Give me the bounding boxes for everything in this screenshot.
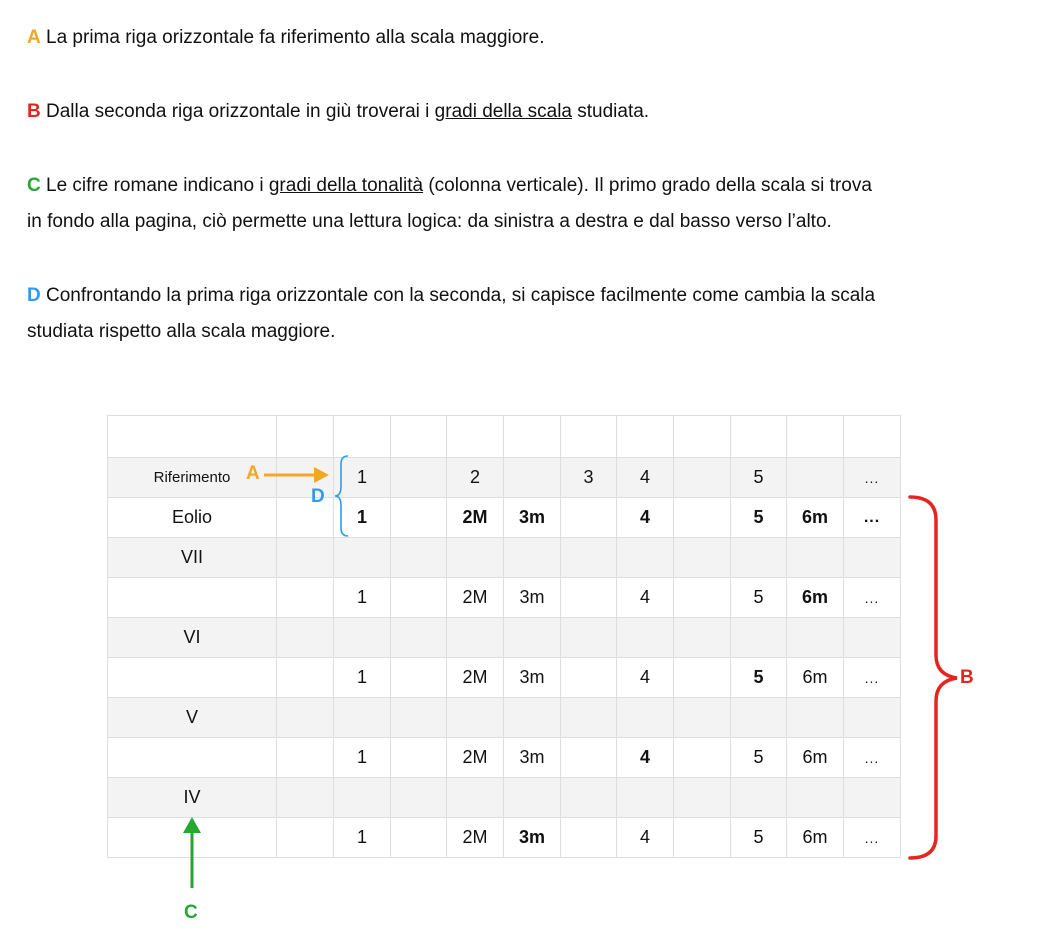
table-cell: 5 xyxy=(731,738,787,778)
table-cell: 5 xyxy=(731,658,787,698)
table-cell: 1 xyxy=(334,818,391,858)
table-row xyxy=(108,698,901,738)
table-row xyxy=(108,416,901,458)
table-row xyxy=(108,818,901,858)
table-cell: 4 xyxy=(617,738,674,778)
table-cell xyxy=(674,416,731,458)
row-label-cell xyxy=(108,658,277,698)
table-cell xyxy=(277,578,334,618)
table-cell: 5 xyxy=(731,578,787,618)
paragraph-d-line1: Confrontando la prima riga orizzontale con la seconda, si capisce facilmente come cambia la scala xyxy=(46,285,876,306)
table-row xyxy=(108,538,901,578)
marker-a: A xyxy=(246,463,260,484)
table-cell xyxy=(617,778,674,818)
table-cell xyxy=(391,416,447,458)
table-cell: 3 xyxy=(561,458,617,498)
paragraph-d-line2: studiata rispetto alla scala maggiore. xyxy=(27,321,336,342)
table-cell xyxy=(787,698,844,738)
table-cell xyxy=(674,698,731,738)
table-cell: 4 xyxy=(617,818,674,858)
table-cell xyxy=(277,698,334,738)
table-cell xyxy=(504,538,561,578)
table-cell xyxy=(787,458,844,498)
table-cell: 3m xyxy=(504,738,561,778)
table-cell xyxy=(561,658,617,698)
table-cell xyxy=(674,498,731,538)
table-cell: 3m xyxy=(504,658,561,698)
marker-c: C xyxy=(184,902,198,923)
paragraph-a xyxy=(27,20,1027,56)
table-cell: 2M xyxy=(447,818,504,858)
table-cell xyxy=(561,618,617,658)
table-cell xyxy=(617,618,674,658)
brace-b-icon xyxy=(910,497,957,858)
table-cell: 4 xyxy=(617,578,674,618)
row-label-cell: Riferimento xyxy=(108,458,277,498)
table-cell xyxy=(447,698,504,738)
table-cell: ... xyxy=(844,738,901,778)
table-cell xyxy=(844,416,901,458)
table-cell xyxy=(391,618,447,658)
table-cell: ... xyxy=(844,498,901,538)
table-cell xyxy=(731,416,787,458)
table-row xyxy=(108,498,901,538)
table-cell xyxy=(334,778,391,818)
table-cell xyxy=(787,618,844,658)
table-cell xyxy=(787,778,844,818)
table-cell xyxy=(844,778,901,818)
table-cell xyxy=(674,658,731,698)
table-cell: 6m xyxy=(787,658,844,698)
table-cell xyxy=(277,658,334,698)
gradi-della-tonalita-link: gradi della tonalità xyxy=(268,175,424,196)
paragraph-b-text-before: Dalla seconda riga orizzontale in giù troverai i xyxy=(46,101,435,122)
table-cell xyxy=(504,458,561,498)
table-row xyxy=(108,458,901,498)
table-cell xyxy=(391,578,447,618)
table-cell: 3m xyxy=(504,578,561,618)
table-cell xyxy=(674,738,731,778)
table-cell xyxy=(447,618,504,658)
paragraph-c-line2: in fondo alla pagina, ciò permette una lettura logica: da sinistra a destra e dal basso verso l’alto. xyxy=(27,211,832,232)
table-cell: 1 xyxy=(334,578,391,618)
table-cell xyxy=(561,538,617,578)
table-cell xyxy=(391,698,447,738)
table-cell: 1 xyxy=(334,458,391,498)
scale-table xyxy=(107,415,901,858)
table-cell: 1 xyxy=(334,738,391,778)
marker-c-label: C xyxy=(27,175,41,196)
table-cell: 4 xyxy=(617,658,674,698)
table-cell xyxy=(561,498,617,538)
table-cell xyxy=(617,416,674,458)
row-label-cell xyxy=(108,578,277,618)
table-cell xyxy=(277,818,334,858)
table-row xyxy=(108,738,901,778)
table-cell: 6m xyxy=(787,498,844,538)
table-cell xyxy=(277,738,334,778)
table-cell: ... xyxy=(844,458,901,498)
table-cell: 6m xyxy=(787,738,844,778)
table-cell: 4 xyxy=(617,458,674,498)
row-label-cell: VII xyxy=(108,538,277,578)
table-cell xyxy=(844,538,901,578)
table-cell: 1 xyxy=(334,658,391,698)
table-cell xyxy=(787,538,844,578)
table-cell xyxy=(277,458,334,498)
row-label-cell: V xyxy=(108,698,277,738)
table-cell: 2M xyxy=(447,578,504,618)
table-cell xyxy=(334,416,391,458)
table-cell: 5 xyxy=(731,498,787,538)
table-cell: 4 xyxy=(617,498,674,538)
table-cell: 2 xyxy=(447,458,504,498)
paragraph-c xyxy=(27,168,1027,240)
paragraph-c-text-before: Le cifre romane indicano i xyxy=(46,175,269,196)
table-cell xyxy=(731,698,787,738)
table-cell xyxy=(334,538,391,578)
table-cell xyxy=(674,458,731,498)
table-cell xyxy=(674,578,731,618)
table-cell xyxy=(391,738,447,778)
table-cell xyxy=(391,538,447,578)
row-label-cell: IV xyxy=(108,778,277,818)
table-cell: 5 xyxy=(731,458,787,498)
table-row xyxy=(108,658,901,698)
table-cell xyxy=(561,818,617,858)
table-cell xyxy=(674,538,731,578)
table-row xyxy=(108,618,901,658)
table-cell: 5 xyxy=(731,818,787,858)
table-cell xyxy=(731,618,787,658)
table-cell: 6m xyxy=(787,818,844,858)
table-cell xyxy=(561,738,617,778)
table-cell xyxy=(447,416,504,458)
table-cell xyxy=(277,538,334,578)
paragraph-b-text-after: studiata. xyxy=(571,101,650,122)
table-cell xyxy=(447,538,504,578)
table-cell xyxy=(391,818,447,858)
table-cell xyxy=(277,498,334,538)
table-cell: ... xyxy=(844,658,901,698)
row-label-cell xyxy=(108,738,277,778)
table-cell: 6m xyxy=(787,578,844,618)
table-cell xyxy=(504,778,561,818)
row-label-cell xyxy=(108,416,277,458)
table-cell xyxy=(617,538,674,578)
row-label-cell: Eolio xyxy=(108,498,277,538)
marker-d-label: D xyxy=(27,285,41,306)
table-cell xyxy=(504,698,561,738)
table-cell xyxy=(561,416,617,458)
table-cell xyxy=(561,578,617,618)
table-cell xyxy=(731,538,787,578)
table-cell xyxy=(674,618,731,658)
paragraph-b xyxy=(27,94,1027,130)
table-cell xyxy=(391,458,447,498)
paragraph-c-text-after: (colonna verticale). Il primo grado della scala si trova xyxy=(423,175,872,196)
table-cell xyxy=(504,618,561,658)
table-cell: 3m xyxy=(504,818,561,858)
gradi-della-scala-link: gradi della scala xyxy=(434,101,572,122)
table-cell xyxy=(391,778,447,818)
table-row xyxy=(108,778,901,818)
paragraph-d xyxy=(27,278,1027,350)
table-cell xyxy=(391,498,447,538)
table-cell: 2M xyxy=(447,658,504,698)
table-cell xyxy=(277,778,334,818)
table-cell xyxy=(787,416,844,458)
table-cell xyxy=(731,778,787,818)
table-cell xyxy=(334,618,391,658)
table-cell: 2M xyxy=(447,738,504,778)
table-cell xyxy=(334,698,391,738)
table-cell xyxy=(844,698,901,738)
row-label-cell xyxy=(108,818,277,858)
paragraph-a-text: La prima riga orizzontale fa riferimento alla scala maggiore. xyxy=(46,27,545,48)
table-cell: ... xyxy=(844,818,901,858)
marker-b: B xyxy=(960,667,974,688)
table-cell xyxy=(617,698,674,738)
table-cell xyxy=(561,698,617,738)
table-cell xyxy=(844,618,901,658)
table-cell xyxy=(391,658,447,698)
table-cell xyxy=(561,778,617,818)
marker-d: D xyxy=(311,486,325,507)
table-cell xyxy=(447,778,504,818)
marker-a-label: A xyxy=(27,27,41,48)
table-cell xyxy=(504,416,561,458)
table-cell xyxy=(674,778,731,818)
marker-b-label: B xyxy=(27,101,41,122)
table-cell: 2M xyxy=(447,498,504,538)
table-cell: 3m xyxy=(504,498,561,538)
table-cell xyxy=(277,618,334,658)
table-row xyxy=(108,578,901,618)
row-label-cell: VI xyxy=(108,618,277,658)
table-cell xyxy=(674,818,731,858)
table-cell xyxy=(277,416,334,458)
table-cell: ... xyxy=(844,578,901,618)
table-cell: 1 xyxy=(334,498,391,538)
